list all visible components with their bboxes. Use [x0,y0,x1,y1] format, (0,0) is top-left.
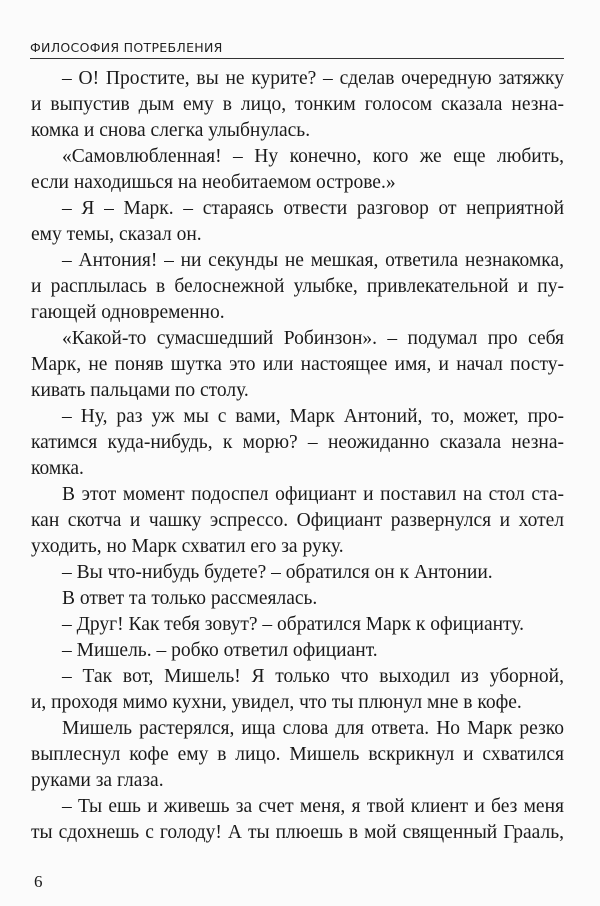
text-line: – Мишель. – робко ответил официант. [62,640,378,661]
text-line: – Так вот, Мишель! Я только что выходил из уборной, [62,666,564,687]
page-number: 6 [34,872,43,891]
text-line: руками за глаза. [31,770,164,791]
text-line: кан скотча и чашку эспрессо. Официант развернулся и хотел [31,510,564,531]
text-line: комка и снова слегка улыбнулась. [31,120,311,141]
text-line: – Вы что-нибудь будете? – обратился он к Антонии. [62,562,493,583]
text-line: ты сдохнешь с голоду! А ты плюешь в мой священный Грааль, [31,822,564,843]
text-line: катимся куда-нибудь, к морю? – неожиданно сказала незна- [31,432,564,453]
header-rule [30,58,564,59]
text-line: – Антония! – ни секунды не мешкая, ответила незнакомка, [62,250,564,271]
text-line: и расплылась в белоснежной улыбке, привлекательной и пу- [31,276,564,297]
text-line: и выпустив дым ему в лицо, тонким голосом сказала незна- [31,94,564,115]
text-line: «Какой-то сумасшедший Робинзон». – подумал про себя [62,328,564,349]
text-line: – Ну, раз уж мы с вами, Марк Антоний, то, может, про- [62,406,564,427]
text-line: – О! Простите, вы не курите? – сделав очередную затяжку [62,68,564,89]
text-line: комка. [31,458,84,479]
text-line: ему темы, сказал он. [31,224,202,245]
text-line: если находишься на необитаемом острове.» [31,172,396,193]
text-line: – Я – Марк. – стараясь отвести разговор от неприятной [62,198,564,219]
running-header: ФИЛОСОФИЯ ПОТРЕБЛЕНИЯ [30,40,223,55]
text-line: – Друг! Как тебя зовут? – обратился Марк к официанту. [62,614,524,635]
text-line: Мишель растерялся, ища слова для ответа. Но Марк резко [62,718,564,739]
body-text [31,66,564,846]
text-line: кивать пальцами по столу. [31,380,249,401]
text-line: – Ты ешь и живешь за счет меня, я твой клиент и без меня [62,796,564,817]
text-line: «Самовлюбленная! – Ну конечно, кого же еще любить, [62,146,564,167]
text-line: Марк, не поняв шутка это или настоящее имя, и начал посту- [31,354,564,375]
text-line: выплеснул кофе ему в лицо. Мишель вскрикнул и схватился [31,744,564,765]
text-line: В ответ та только рассмеялась. [62,588,318,609]
text-line: гающей одновременно. [31,302,225,323]
text-line: и, проходя мимо кухни, увидел, что ты плюнул мне в кофе. [31,692,522,713]
text-line: уходить, но Марк схватил его за руку. [31,536,344,557]
text-line: В этот момент подоспел официант и поставил на стол ста- [62,484,564,505]
